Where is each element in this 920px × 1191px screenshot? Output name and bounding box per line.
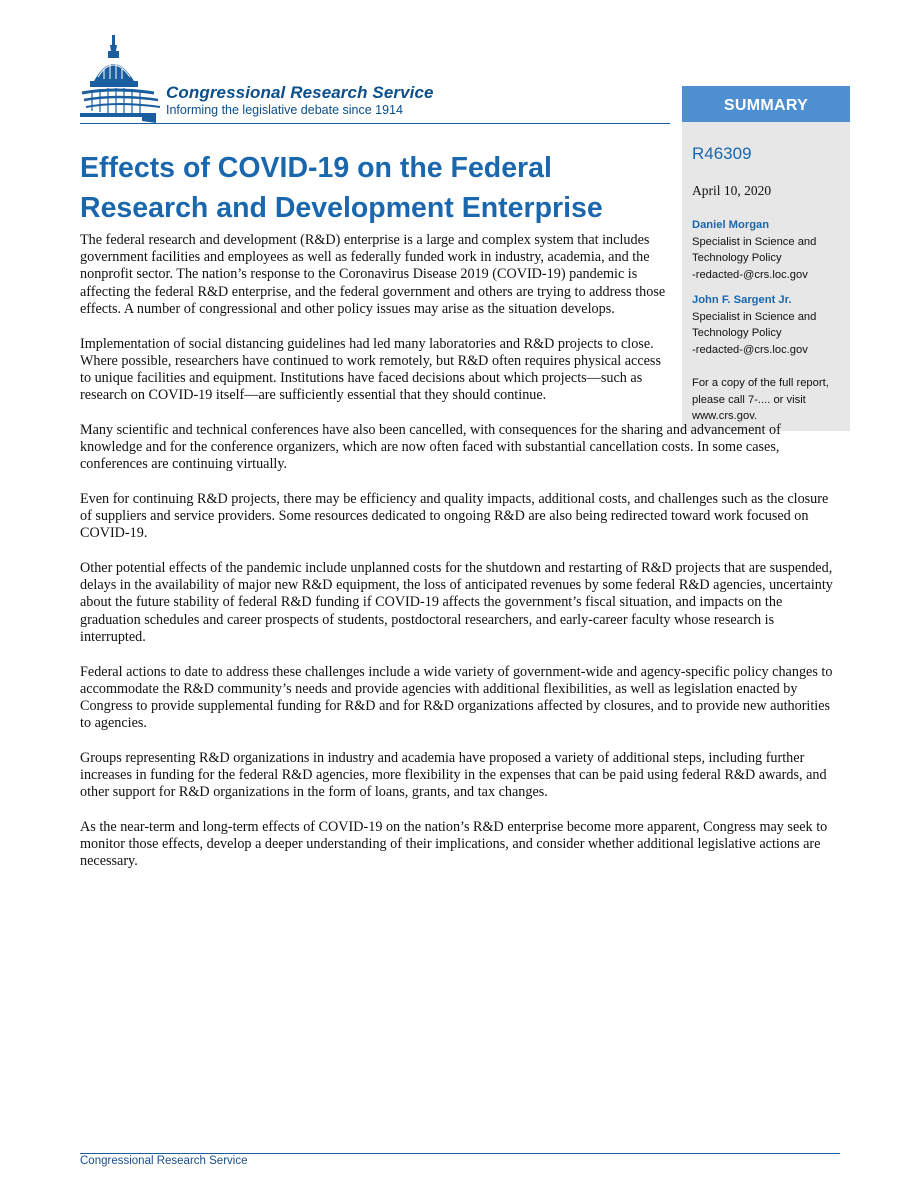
crs-logo <box>80 33 480 125</box>
author-title: Specialist in Science and Technology Policy <box>692 310 817 339</box>
body-paragraph: Implementation of social distancing guidelines had led many laboratories and R&D projects to close. Where possible, researchers have continued to work remotely, but R&D often requires physical access to unique facilities and equipment. Institutions have faced decisions about which projects—such as research on COVID-19 itself—are sufficiently essential that they should continue. <box>80 335 661 404</box>
body-paragraph: Federal actions to date to address these challenges include a wide variety of government-wide and agency-specific policy changes to accommodate the R&D community’s needs and provide agencies with additional flexibilities, as well as legislation enacted by Congress to provide supplemental funding for R&D and for R&D organizations affected by closures, and to provide new authorities to agencies. <box>80 663 833 732</box>
author-name: John F. Sargent Jr. <box>692 294 792 306</box>
report-date: April 10, 2020 <box>692 183 772 198</box>
body-paragraph: The federal research and development (R&D) enterprise is a large and complex system that includes government facilities and employees as well as federally funded work in industry, academia, and the nonprofit sector. The nation’s response to the Coronavirus Disease 2019 (COVID-19) pandemic is affecting the federal R&D enterprise, and the federal government and others are trying to address those effects. A number of congressional and other policy issues may arise as the situation develops. <box>80 232 666 317</box>
header-divider <box>80 123 670 124</box>
report-number: R46309 <box>692 144 752 163</box>
report-title: Effects of COVID-19 on the Federal Research and Development Enterprise <box>80 152 603 224</box>
footer-divider <box>80 1153 840 1154</box>
author-title: Specialist in Science and Technology Policy <box>692 235 817 264</box>
author-email: -redacted-@crs.loc.gov <box>692 268 808 281</box>
body-paragraph: Other potential effects of the pandemic include unplanned costs for the shutdown and restarting of R&D projects that are suspended, delays in the availability of major new R&D equipment, the loss of anticipated revenues by some federal R&D agencies, uncertainty about the future stability of federal R&D funding if COVID-19 affects the government’s fiscal situation, and impacts on the graduation schedules and career prospects of students, postdoctoral researchers, and early-career faculty whose research is interrupted. <box>80 560 833 645</box>
org-name: Congressional Research Service <box>166 83 434 102</box>
summary-label: SUMMARY <box>682 86 850 122</box>
body-paragraph: Even for continuing R&D projects, there may be efficiency and quality impacts, additional costs, and challenges such as the closure of suppliers and service providers. Some resources dedicated to ongoing R&D are also being redirected toward work focused on COVID-19. <box>80 490 829 542</box>
org-tagline: Informing the legislative debate since 1914 <box>166 103 403 117</box>
body-paragraph: As the near-term and long-term effects of COVID-19 on the nation’s R&D enterprise become more apparent, Congress may seek to monitor those effects, develop a deeper understanding of their implications, and consider whether additional legislative actions are necessary. <box>80 818 828 870</box>
capitol-dome-icon <box>80 33 170 125</box>
author-name: Daniel Morgan <box>692 219 770 231</box>
footer-org-name: Congressional Research Service <box>80 1155 248 1167</box>
body-paragraph: Many scientific and technical conferences have also been cancelled, with consequences for the sharing and advancement of knowledge and for the conference organizers, which are now often faced with substantial cancellation costs. In some cases, conferences are continuing virtually. <box>80 421 781 473</box>
summary-body <box>80 232 840 888</box>
body-paragraph: Groups representing R&D organizations in industry and academia have proposed a variety of additional steps, including further increases in funding for the federal R&D agencies, more flexibility in the expenses that can be paid using federal R&D awards, and other support for R&D organizations in the form of loans, grants, and tax changes. <box>80 749 827 801</box>
author-email: -redacted-@crs.loc.gov <box>692 343 808 356</box>
copy-note: For a copy of the full report, please call 7-.... or visit www.crs.gov. <box>692 377 829 422</box>
